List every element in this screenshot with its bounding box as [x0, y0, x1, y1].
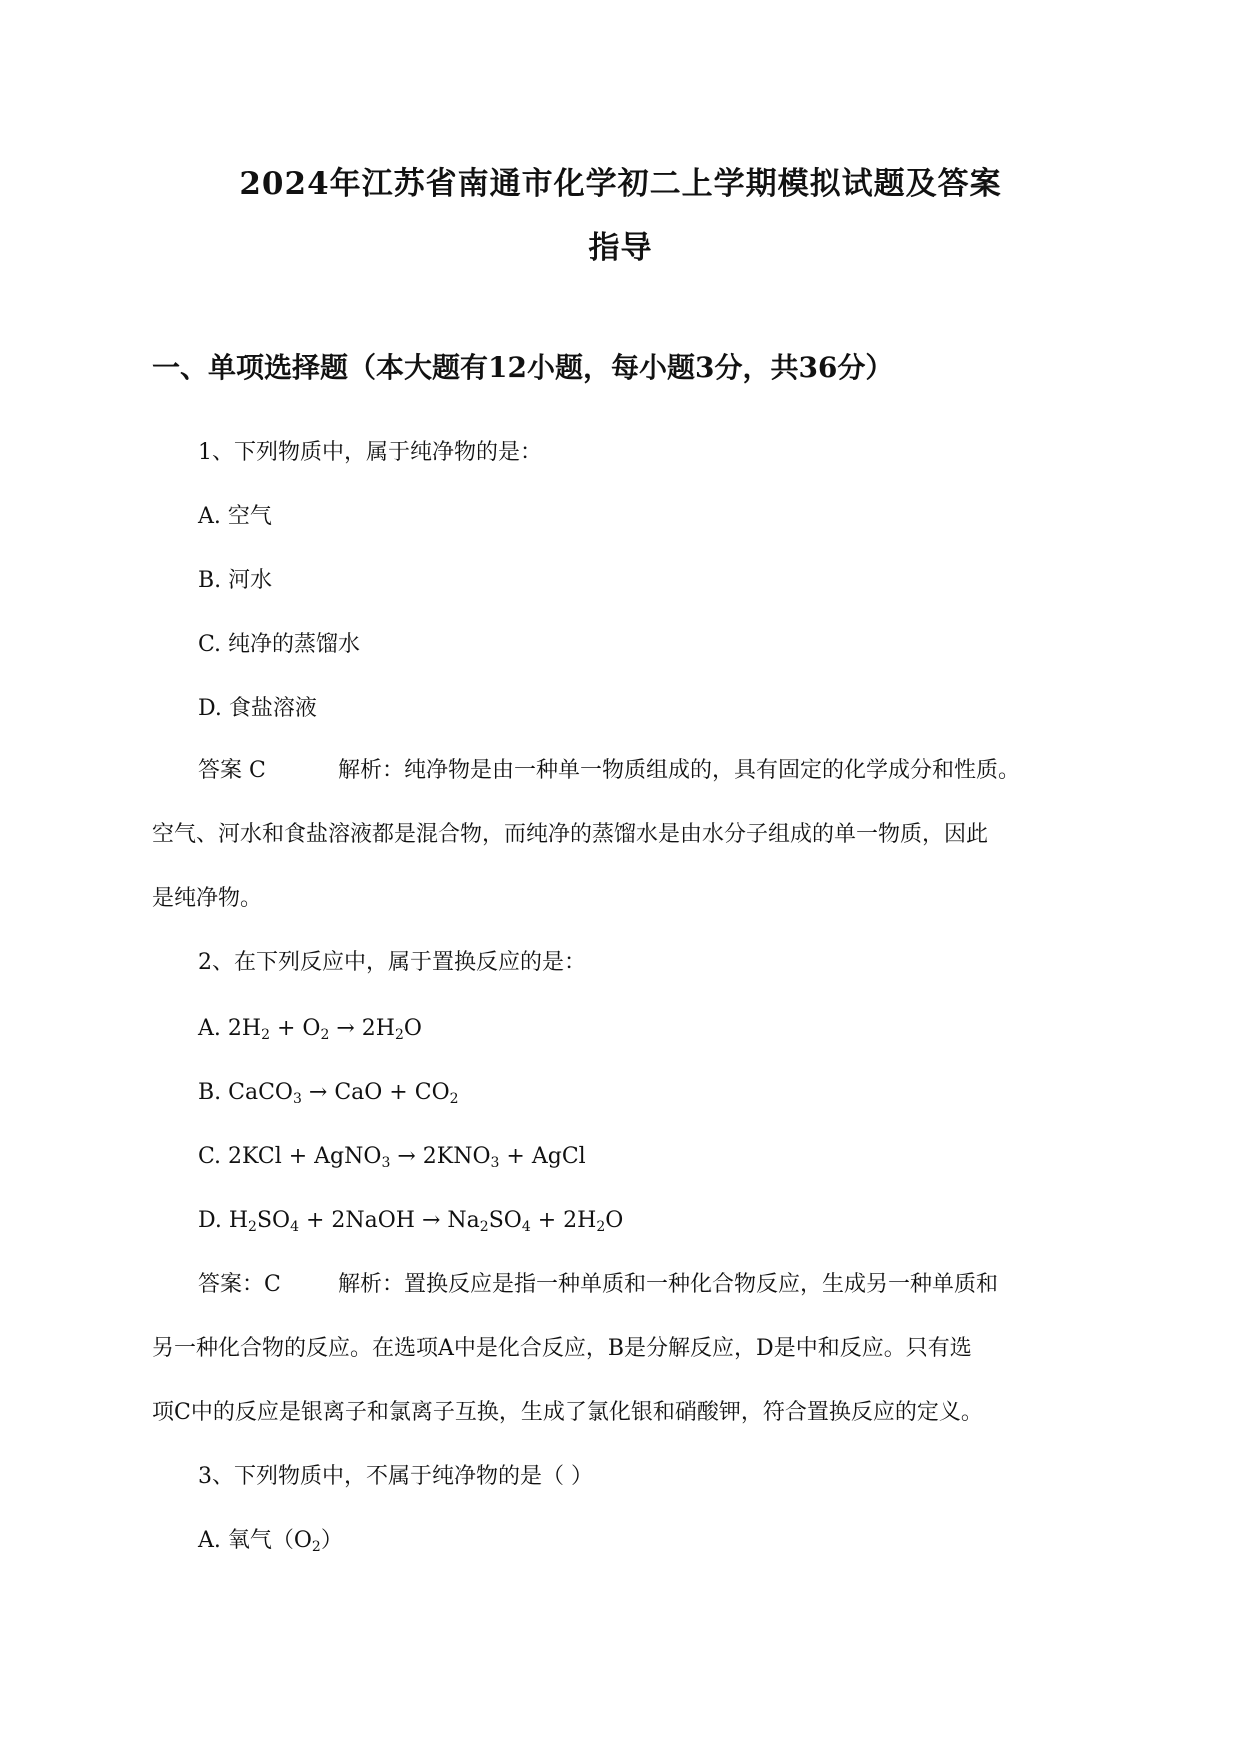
q2-analysis-3: 项C中的反应是银离子和氯离子互换，生成了氯化银和硝酸钾，符合置换反应的定义。: [152, 1400, 983, 1425]
q1-option-a: A. 空气: [198, 504, 272, 529]
q2-stem: 2、在下列反应中，属于置换反应的是：: [198, 950, 586, 975]
q1-answer: 答案 C: [198, 758, 266, 783]
q1-analysis-2: 空气、河水和食盐溶液都是混合物，而纯净的蒸馏水是由水分子组成的单一物质，因此: [152, 822, 989, 847]
q1-option-b: B. 河水: [198, 568, 273, 593]
q3-stem: 3、下列物质中，不属于纯净物的是（ ）: [198, 1464, 593, 1489]
q2-answer-line: [198, 1270, 998, 1300]
q1-stem: 1、下列物质中，属于纯净物的是：: [198, 440, 542, 465]
q1-analysis-1: 解析：纯净物是由一种单一物质组成的，具有固定的化学成分和性质。: [338, 758, 1021, 783]
q3-option-a: A. 氧气$(O_2)$: [198, 1528, 343, 1555]
q1-analysis-3: 是纯净物。: [152, 886, 263, 911]
q2-option-d: D. $H_2SO_4$ + 2NaOH → $Na_2SO_4 + 2H_2O$: [198, 1208, 624, 1235]
q2-analysis-1: 解析：置换反应是指一种单质和一种化合物反应，生成另一种单质和: [338, 1272, 999, 1297]
q2-analysis-2: 另一种化合物的反应。在选项A中是化合反应，B是分解反应，D是中和反应。只有选: [152, 1336, 972, 1361]
document-title-line2: 指导: [588, 230, 653, 266]
q2-option-b: B. CaCO$_3$ → CaO + $CO_2$: [198, 1080, 459, 1107]
q1-option-d: D. 食盐溶液: [198, 696, 317, 721]
q2-option-a: A. $2H_2 + O_2 \to 2H_2O$: [198, 1016, 422, 1043]
section-heading: 一、单项选择题（本大题有12小题，每小题3分，共36分）: [152, 351, 894, 384]
q1-answer-line: [198, 756, 1020, 786]
q2-option-c: C. 2KCl + AgNO$_3$ → $2KNO_3$ + AgCl: [198, 1144, 586, 1171]
q2-answer: 答案：C: [198, 1272, 281, 1297]
document-title-line1: 2024年江苏省南通市化学初二上学期模拟试题及答案: [239, 166, 1002, 202]
q1-option-c: C. 纯净的蒸馏水: [198, 632, 361, 657]
